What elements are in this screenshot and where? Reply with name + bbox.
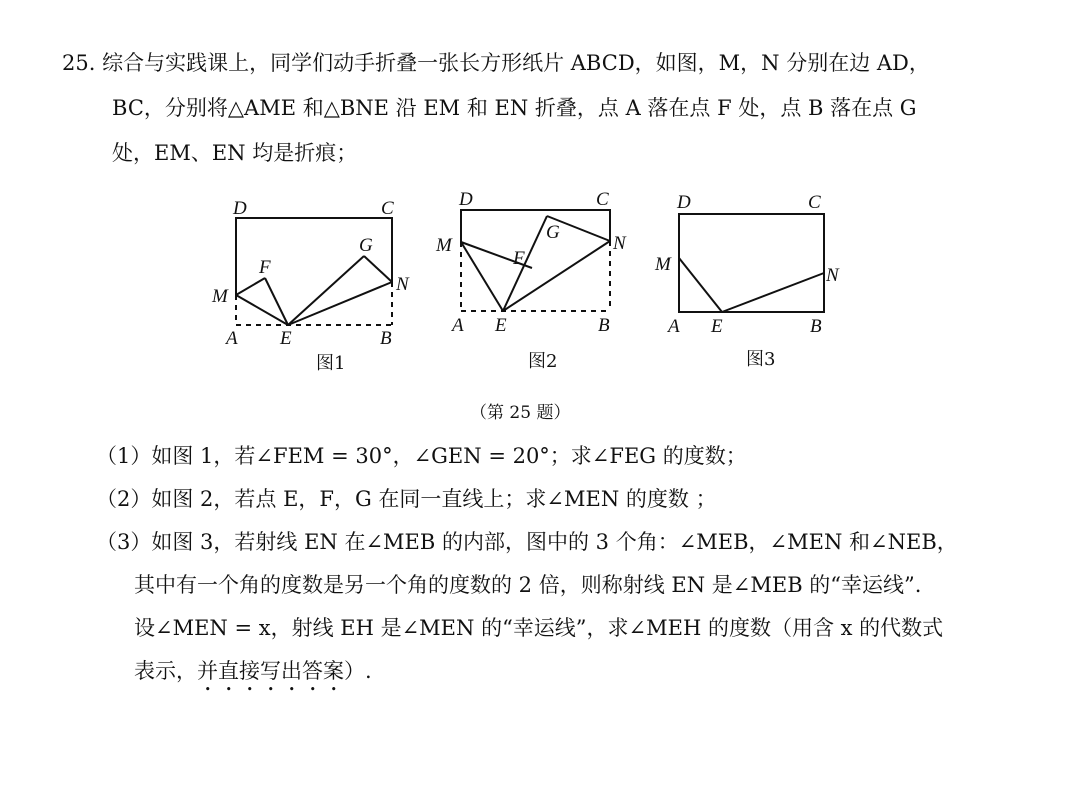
question-1: （1）如图 1，若∠FEM = 30°，∠GEN = 20°；求∠FEG 的度数； — [96, 444, 747, 468]
fig2-label-A: A — [452, 315, 464, 336]
fig3-label-N: N — [826, 265, 839, 286]
fig2-label-G: G — [546, 222, 560, 243]
fig3-label-D: D — [677, 192, 691, 213]
fig3-ME — [679, 258, 722, 312]
fig2-label-N: N — [613, 233, 626, 254]
fig1-label-F: F — [259, 257, 271, 278]
fig3-label-E: E — [711, 316, 723, 337]
fig2-label-F: F — [513, 248, 525, 269]
fig1-label-C: C — [381, 198, 394, 219]
figure-1-caption: 图1 — [316, 353, 346, 374]
figure-3-caption: 图3 — [746, 349, 776, 370]
question-3-line-4 — [134, 656, 372, 696]
problem-intro-1: 综合与实践课上，同学们动手折叠一张长方形纸片 ABCD，如图，M，N 分别在边 AD， — [102, 51, 930, 75]
question-3-line-1: （3）如图 3，若射线 EN 在∠MEB 的内部，图中的 3 个角：∠MEB，∠MEN 和∠NEB， — [96, 530, 958, 554]
fig2-label-E: E — [495, 315, 507, 336]
fig1-label-G: G — [359, 235, 373, 256]
fig2-rect-upper — [461, 210, 610, 242]
problem-intro-3: 处，EM、EN 均是折痕； — [112, 141, 358, 165]
fig2-label-B: B — [598, 315, 610, 336]
fig3-rect — [679, 214, 824, 312]
fig1-label-M: M — [212, 286, 228, 307]
figure-2-caption: 图2 — [528, 351, 558, 372]
fig1-NG — [364, 256, 392, 282]
fig2-ME — [461, 242, 503, 311]
question-3-line-2: 其中有一个角的度数是另一个角的度数的 2 倍，则称射线 EN 是∠MEB 的“幸运线”. — [134, 573, 922, 597]
emphasized-text: 并直接写出答案 — [197, 659, 344, 683]
fig1-label-A: A — [226, 328, 238, 349]
fig2-label-D: D — [459, 189, 473, 210]
fig1-label-D: D — [233, 198, 247, 219]
fig1-GE — [288, 256, 364, 325]
question-2: （2）如图 2，若点 E，F，G 在同一直线上；求∠MEN 的度数 ； — [96, 487, 717, 511]
fig1-EN — [288, 282, 392, 325]
problem-intro-2: BC，分别将△AME 和△BNE 沿 EM 和 EN 折叠，点 A 落在点 F 处，点 B 落在点 G — [112, 96, 917, 120]
fig1-MF — [236, 278, 265, 295]
fig3-EN — [722, 273, 824, 312]
figure-title: （第 25 题） — [470, 403, 571, 423]
fig2-label-M: M — [436, 235, 452, 256]
fig3-label-A: A — [668, 316, 680, 337]
fig2-label-C: C — [596, 189, 609, 210]
fig1-label-N: N — [396, 274, 409, 295]
fig3-label-M: M — [655, 254, 671, 275]
problem-number: 25. — [62, 51, 96, 75]
fig3-label-C: C — [808, 192, 821, 213]
question-3-line-4-a: 表示， — [134, 659, 197, 683]
fig1-label-B: B — [380, 328, 392, 349]
question-3-line-4-b: ）. — [344, 659, 372, 683]
fig3-label-B: B — [810, 316, 822, 337]
question-3-line-3: 设∠MEN = x，射线 EH 是∠MEN 的“幸运线”，求∠MEH 的度数（用含 x 的代数式 — [134, 616, 944, 640]
fig1-label-E: E — [280, 328, 292, 349]
